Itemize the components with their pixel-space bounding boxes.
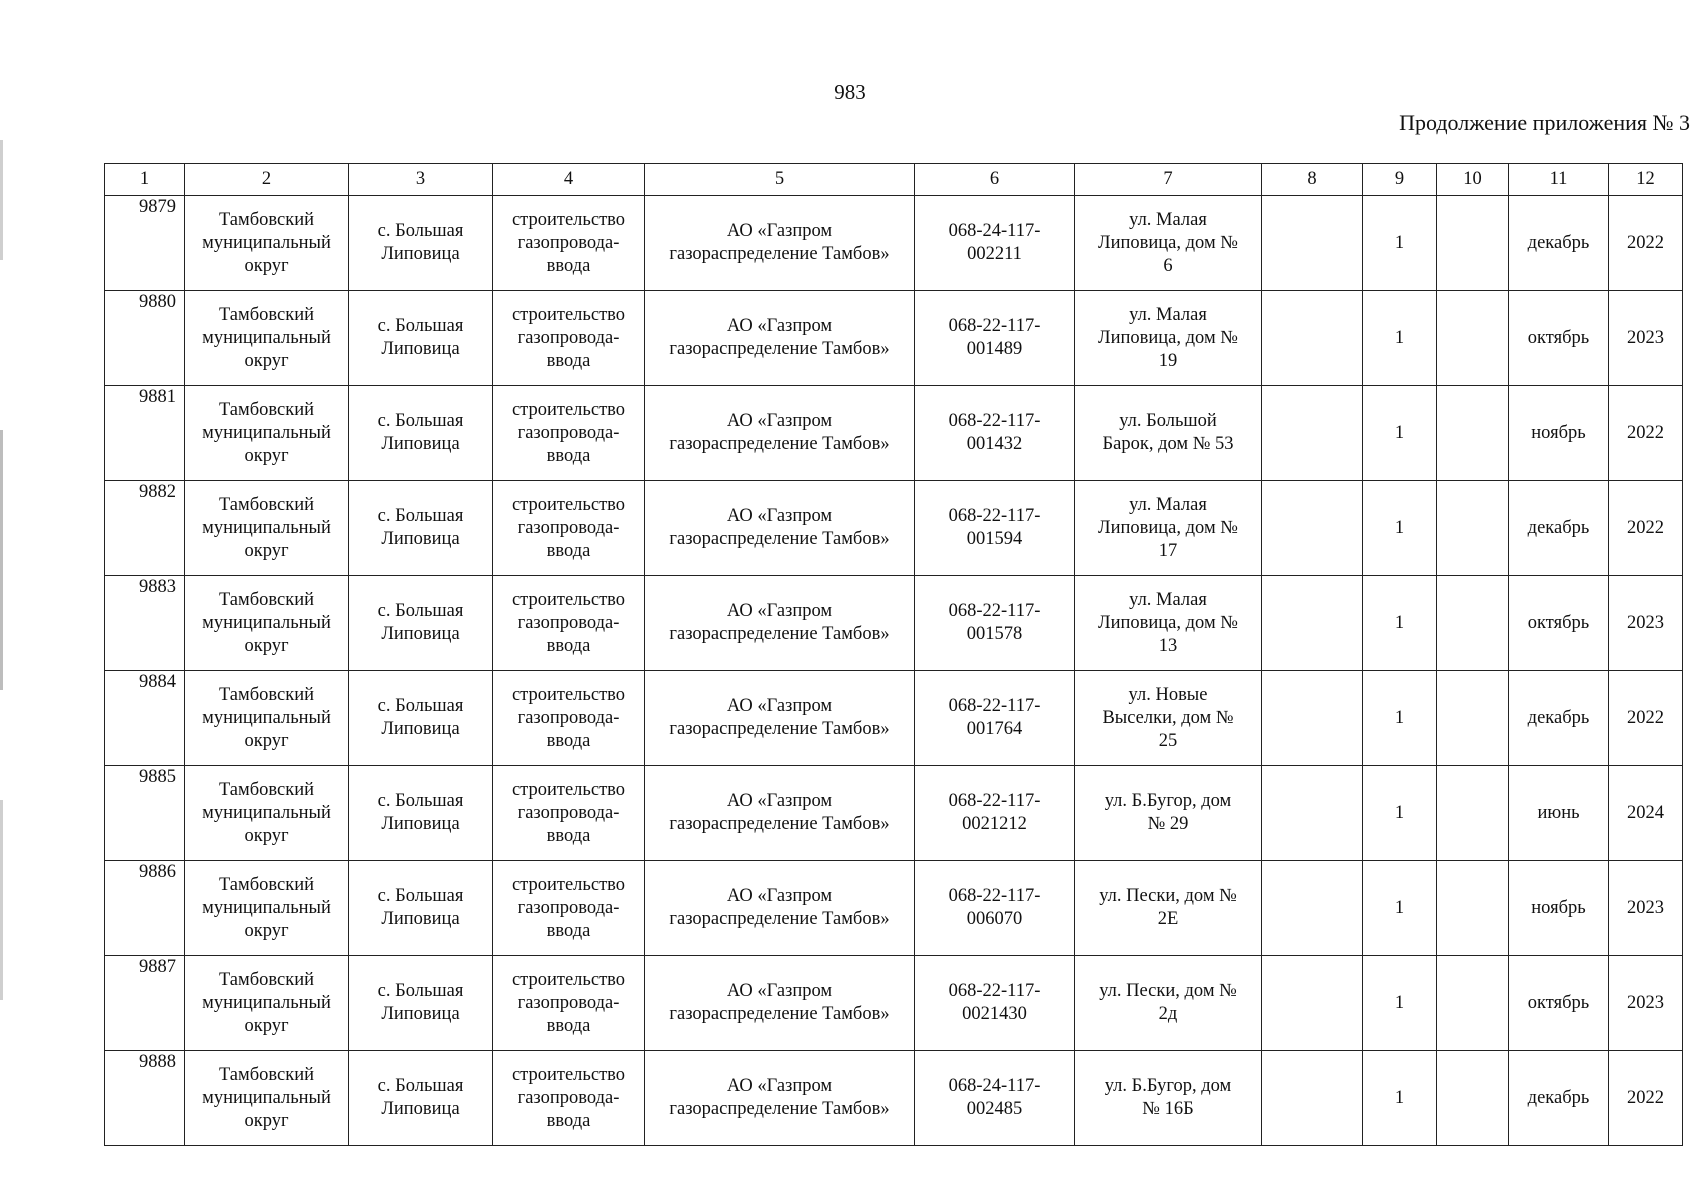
year-cell: 2023 [1609, 576, 1683, 671]
settlement-cell-line: Липовица [381, 244, 460, 264]
quantity-cell: 1 [1363, 1051, 1437, 1146]
object-code-cell [915, 1051, 1075, 1146]
table-row [105, 291, 1683, 386]
work-type-cell-line: газопровода- [517, 802, 620, 823]
column-10-cell [1437, 576, 1509, 671]
settlement-cell-line: с. Большая [377, 791, 464, 811]
work-type-cell-line: ввода [546, 730, 591, 751]
year-cell: 2022 [1609, 1051, 1683, 1146]
table-row [105, 671, 1683, 766]
district-cell-line: Тамбовский [218, 874, 315, 895]
work-type-cell-line: строительство [511, 779, 626, 800]
district-cell-line: округ [244, 635, 289, 656]
address-cell-line: ул. Малая [1129, 589, 1207, 610]
organization-cell-line: АО «Газпром [726, 696, 833, 716]
month-cell: июнь [1509, 766, 1609, 861]
object-code-cell [915, 861, 1075, 956]
work-type-cell-line: ввода [546, 255, 591, 276]
work-type-cell-line: ввода [546, 825, 591, 846]
address-cell-line: ул. Малая [1129, 304, 1207, 325]
district-cell-line: муниципальный [202, 517, 331, 538]
quantity-cell: 1 [1363, 291, 1437, 386]
organization-cell-line: газораспределение Тамбов» [669, 434, 890, 454]
address-cell [1075, 766, 1262, 861]
table-body [105, 196, 1683, 1146]
quantity-cell: 1 [1363, 861, 1437, 956]
organization-cell-line: АО «Газпром [726, 886, 833, 906]
district-cell-line: округ [244, 445, 289, 466]
organization-cell [645, 576, 915, 671]
year-cell: 2023 [1609, 291, 1683, 386]
object-code-cell-line: 068-22-117- [948, 791, 1041, 811]
object-code-cell [915, 481, 1075, 576]
district-cell-line: Тамбовский [218, 399, 315, 420]
column-header: 11 [1509, 164, 1609, 196]
object-code-cell-line: 068-24-117- [948, 1076, 1041, 1096]
object-code-cell-line: 068-22-117- [948, 886, 1041, 906]
organization-cell-line: газораспределение Тамбов» [669, 339, 890, 359]
settlement-cell-line: Липовица [381, 339, 460, 359]
address-cell-line: ул. Малая [1129, 209, 1207, 230]
work-type-cell-line: ввода [546, 1110, 591, 1131]
column-header: 6 [915, 164, 1075, 196]
address-cell-line: ул. Б.Бугор, дом [1104, 1076, 1232, 1096]
column-8-cell [1262, 196, 1363, 291]
address-cell-line: № 29 [1147, 814, 1189, 834]
quantity-cell: 1 [1363, 386, 1437, 481]
column-10-cell [1437, 671, 1509, 766]
column-8-cell [1262, 576, 1363, 671]
organization-cell-line: газораспределение Тамбов» [669, 909, 890, 929]
address-cell-line: 6 [1163, 255, 1173, 276]
quantity-cell: 1 [1363, 196, 1437, 291]
address-cell-line: Липовица, дом № [1098, 517, 1238, 538]
work-type-cell-line: газопровода- [517, 707, 620, 728]
object-code-cell-line: 068-22-117- [948, 316, 1041, 336]
object-code-cell-line: 068-22-117- [948, 506, 1041, 526]
settlement-cell-line: Липовица [381, 909, 460, 929]
district-cell-line: Тамбовский [218, 494, 315, 515]
register-table [104, 163, 1683, 1146]
column-header: 10 [1437, 164, 1509, 196]
address-cell-line: 17 [1158, 540, 1178, 561]
settlement-cell-line: с. Большая [377, 411, 464, 431]
work-type-cell-line: газопровода- [517, 517, 620, 538]
organization-cell [645, 291, 915, 386]
district-cell-line: Тамбовский [218, 969, 315, 990]
organization-cell [645, 481, 915, 576]
district-cell-line: Тамбовский [218, 1064, 315, 1085]
district-cell-line: Тамбовский [218, 209, 315, 230]
district-cell-line: Тамбовский [218, 684, 315, 705]
column-10-cell [1437, 386, 1509, 481]
settlement-cell-line: с. Большая [377, 696, 464, 716]
table-row [105, 576, 1683, 671]
address-cell-line: Липовица, дом № [1098, 327, 1238, 348]
settlement-cell-line: Липовица [381, 624, 460, 644]
settlement-cell-line: с. Большая [377, 1076, 464, 1096]
year-cell: 2022 [1609, 481, 1683, 576]
organization-cell-line: АО «Газпром [726, 221, 833, 241]
row-number-cell: 9886 [105, 861, 185, 956]
scan-edge-mark [0, 430, 3, 690]
row-number-cell: 9888 [105, 1051, 185, 1146]
district-cell-line: муниципальный [202, 612, 331, 633]
column-10-cell [1437, 1051, 1509, 1146]
object-code-cell-line: 068-22-117- [948, 981, 1041, 1001]
address-cell-line: 25 [1158, 730, 1178, 751]
year-cell: 2023 [1609, 861, 1683, 956]
district-cell [185, 766, 349, 861]
settlement-cell-line: Липовица [381, 1004, 460, 1024]
work-type-cell-line: строительство [511, 1064, 626, 1085]
row-number-cell: 9883 [105, 576, 185, 671]
organization-cell [645, 861, 915, 956]
address-cell-line: Барок, дом № 53 [1102, 434, 1234, 454]
column-header: 3 [349, 164, 493, 196]
address-cell-line: Липовица, дом № [1098, 232, 1238, 253]
work-type-cell-line: газопровода- [517, 232, 620, 253]
address-cell [1075, 386, 1262, 481]
address-cell [1075, 861, 1262, 956]
object-code-cell [915, 386, 1075, 481]
work-type-cell-line: газопровода- [517, 612, 620, 633]
work-type-cell [493, 861, 645, 956]
work-type-cell-line: строительство [511, 969, 626, 990]
table-row [105, 956, 1683, 1051]
district-cell-line: округ [244, 825, 289, 846]
column-8-cell [1262, 291, 1363, 386]
table-row [105, 196, 1683, 291]
settlement-cell [349, 196, 493, 291]
address-cell-line: № 16Б [1142, 1099, 1194, 1119]
year-cell: 2023 [1609, 956, 1683, 1051]
organization-cell-line: газораспределение Тамбов» [669, 244, 890, 264]
object-code-cell [915, 766, 1075, 861]
column-10-cell [1437, 291, 1509, 386]
column-10-cell [1437, 861, 1509, 956]
work-type-cell-line: строительство [511, 399, 626, 420]
row-number-cell: 9881 [105, 386, 185, 481]
table-row [105, 481, 1683, 576]
settlement-cell-line: Липовица [381, 814, 460, 834]
settlement-cell [349, 386, 493, 481]
address-cell-line: 13 [1158, 635, 1178, 656]
column-header: 8 [1262, 164, 1363, 196]
column-8-cell [1262, 481, 1363, 576]
district-cell [185, 481, 349, 576]
settlement-cell-line: Липовица [381, 529, 460, 549]
work-type-cell [493, 291, 645, 386]
district-cell-line: округ [244, 255, 289, 276]
column-10-cell [1437, 481, 1509, 576]
district-cell-line: муниципальный [202, 232, 331, 253]
address-cell [1075, 1051, 1262, 1146]
scan-edge-mark [0, 800, 3, 1000]
address-cell-line: ул. Большой [1119, 411, 1217, 431]
settlement-cell-line: с. Большая [377, 981, 464, 1001]
work-type-cell-line: газопровода- [517, 422, 620, 443]
work-type-cell [493, 1051, 645, 1146]
page-number: 983 [834, 80, 866, 104]
district-cell-line: округ [244, 1015, 289, 1036]
organization-cell-line: газораспределение Тамбов» [669, 719, 890, 739]
object-code-cell-line: 068-22-117- [948, 411, 1041, 431]
object-code-cell [915, 956, 1075, 1051]
row-number-cell: 9879 [105, 196, 185, 291]
object-code-cell-line: 001578 [966, 624, 1023, 644]
address-cell-line: ул. Пески, дом № [1099, 981, 1237, 1001]
settlement-cell-line: с. Большая [377, 316, 464, 336]
district-cell-line: округ [244, 730, 289, 751]
work-type-cell [493, 956, 645, 1051]
organization-cell-line: газораспределение Тамбов» [669, 814, 890, 834]
district-cell-line: округ [244, 1110, 289, 1131]
work-type-cell-line: строительство [511, 209, 626, 230]
work-type-cell-line: ввода [546, 350, 591, 371]
address-cell-line: 2Е [1157, 909, 1179, 929]
work-type-cell-line: ввода [546, 635, 591, 656]
work-type-cell-line: строительство [511, 494, 626, 515]
month-cell: декабрь [1509, 1051, 1609, 1146]
organization-cell-line: АО «Газпром [726, 411, 833, 431]
year-cell: 2022 [1609, 386, 1683, 481]
district-cell [185, 386, 349, 481]
year-cell: 2022 [1609, 671, 1683, 766]
address-cell [1075, 291, 1262, 386]
object-code-cell-line: 001489 [966, 339, 1023, 359]
row-number-cell: 9880 [105, 291, 185, 386]
settlement-cell-line: с. Большая [377, 221, 464, 241]
work-type-cell-line: строительство [511, 684, 626, 705]
object-code-cell-line: 068-24-117- [948, 221, 1041, 241]
address-cell-line: ул. Малая [1129, 494, 1207, 515]
month-cell: декабрь [1509, 481, 1609, 576]
work-type-cell [493, 386, 645, 481]
work-type-cell-line: ввода [546, 540, 591, 561]
month-cell: октябрь [1509, 576, 1609, 671]
address-cell-line: 19 [1158, 350, 1178, 371]
column-header: 5 [645, 164, 915, 196]
district-cell [185, 956, 349, 1051]
object-code-cell-line: 002485 [966, 1099, 1023, 1119]
address-cell-line: 2д [1158, 1004, 1178, 1024]
organization-cell-line: АО «Газпром [726, 506, 833, 526]
table-row [105, 386, 1683, 481]
organization-cell [645, 386, 915, 481]
month-cell: ноябрь [1509, 386, 1609, 481]
organization-cell [645, 196, 915, 291]
appendix-note: Продолжение приложения № 3 [1399, 110, 1690, 135]
object-code-cell-line: 0021212 [962, 814, 1027, 834]
district-cell [185, 291, 349, 386]
district-cell-line: муниципальный [202, 707, 331, 728]
work-type-cell-line: газопровода- [517, 327, 620, 348]
settlement-cell-line: с. Большая [377, 601, 464, 621]
column-8-cell [1262, 861, 1363, 956]
district-cell-line: муниципальный [202, 1087, 331, 1108]
organization-cell-line: АО «Газпром [726, 791, 833, 811]
object-code-cell-line: 068-22-117- [948, 696, 1041, 716]
work-type-cell [493, 766, 645, 861]
organization-cell-line: АО «Газпром [726, 601, 833, 621]
settlement-cell-line: с. Большая [377, 886, 464, 906]
address-cell-line: ул. Пески, дом № [1099, 886, 1237, 906]
settlement-cell [349, 291, 493, 386]
district-cell [185, 576, 349, 671]
work-type-cell-line: ввода [546, 445, 591, 466]
year-cell: 2022 [1609, 196, 1683, 291]
column-header: 12 [1609, 164, 1683, 196]
row-number-cell: 9885 [105, 766, 185, 861]
district-cell-line: округ [244, 350, 289, 371]
object-code-cell [915, 671, 1075, 766]
organization-cell-line: газораспределение Тамбов» [669, 1004, 890, 1024]
address-cell [1075, 481, 1262, 576]
organization-cell-line: газораспределение Тамбов» [669, 624, 890, 644]
district-cell [185, 861, 349, 956]
column-8-cell [1262, 671, 1363, 766]
month-cell: декабрь [1509, 671, 1609, 766]
table-row [105, 861, 1683, 956]
settlement-cell [349, 766, 493, 861]
district-cell-line: округ [244, 540, 289, 561]
month-cell: октябрь [1509, 956, 1609, 1051]
month-cell: декабрь [1509, 196, 1609, 291]
district-cell-line: муниципальный [202, 327, 331, 348]
column-header: 7 [1075, 164, 1262, 196]
column-10-cell [1437, 956, 1509, 1051]
settlement-cell-line: Липовица [381, 1099, 460, 1119]
work-type-cell-line: газопровода- [517, 1087, 620, 1108]
address-cell [1075, 671, 1262, 766]
district-cell-line: муниципальный [202, 897, 331, 918]
district-cell [185, 1051, 349, 1146]
quantity-cell: 1 [1363, 671, 1437, 766]
address-cell-line: Липовица, дом № [1098, 612, 1238, 633]
object-code-cell-line: 001432 [966, 434, 1023, 454]
organization-cell-line: газораспределение Тамбов» [669, 1099, 890, 1119]
column-header: 4 [493, 164, 645, 196]
organization-cell-line: АО «Газпром [726, 981, 833, 1001]
settlement-cell [349, 671, 493, 766]
month-cell: октябрь [1509, 291, 1609, 386]
district-cell-line: Тамбовский [218, 304, 315, 325]
district-cell-line: муниципальный [202, 422, 331, 443]
settlement-cell [349, 481, 493, 576]
address-cell [1075, 196, 1262, 291]
address-cell [1075, 576, 1262, 671]
object-code-cell [915, 576, 1075, 671]
object-code-cell-line: 001764 [966, 719, 1023, 739]
settlement-cell [349, 1051, 493, 1146]
settlement-cell-line: Липовица [381, 719, 460, 739]
work-type-cell [493, 671, 645, 766]
work-type-cell-line: строительство [511, 589, 626, 610]
address-cell-line: ул. Б.Бугор, дом [1104, 791, 1232, 811]
district-cell-line: муниципальный [202, 802, 331, 823]
column-8-cell [1262, 766, 1363, 861]
district-cell [185, 671, 349, 766]
address-cell [1075, 956, 1262, 1051]
work-type-cell-line: строительство [511, 874, 626, 895]
object-code-cell-line: 002211 [967, 244, 1022, 264]
organization-cell-line: АО «Газпром [726, 316, 833, 336]
column-10-cell [1437, 196, 1509, 291]
organization-cell [645, 766, 915, 861]
organization-cell-line: газораспределение Тамбов» [669, 529, 890, 549]
object-code-cell [915, 196, 1075, 291]
column-8-cell [1262, 956, 1363, 1051]
settlement-cell [349, 576, 493, 671]
quantity-cell: 1 [1363, 766, 1437, 861]
work-type-cell [493, 481, 645, 576]
object-code-cell-line: 006070 [966, 909, 1023, 929]
district-cell-line: Тамбовский [218, 779, 315, 800]
row-number-cell: 9884 [105, 671, 185, 766]
column-header: 9 [1363, 164, 1437, 196]
settlement-cell-line: с. Большая [377, 506, 464, 526]
object-code-cell-line: 068-22-117- [948, 601, 1041, 621]
district-cell-line: округ [244, 920, 289, 941]
district-cell [185, 196, 349, 291]
work-type-cell-line: ввода [546, 1015, 591, 1036]
row-number-cell: 9882 [105, 481, 185, 576]
organization-cell-line: АО «Газпром [726, 1076, 833, 1096]
table-header-row [105, 164, 1683, 196]
month-cell: ноябрь [1509, 861, 1609, 956]
settlement-cell [349, 861, 493, 956]
organization-cell [645, 671, 915, 766]
object-code-cell-line: 001594 [966, 529, 1023, 549]
district-cell-line: муниципальный [202, 992, 331, 1013]
organization-cell [645, 956, 915, 1051]
work-type-cell [493, 576, 645, 671]
settlement-cell [349, 956, 493, 1051]
quantity-cell: 1 [1363, 576, 1437, 671]
work-type-cell-line: ввода [546, 920, 591, 941]
organization-cell [645, 1051, 915, 1146]
address-cell-line: ул. Новые [1128, 684, 1208, 705]
table-row [105, 1051, 1683, 1146]
work-type-cell-line: строительство [511, 304, 626, 325]
table-row [105, 766, 1683, 861]
work-type-cell-line: газопровода- [517, 992, 620, 1013]
column-8-cell [1262, 1051, 1363, 1146]
column-header: 2 [185, 164, 349, 196]
district-cell-line: Тамбовский [218, 589, 315, 610]
year-cell: 2024 [1609, 766, 1683, 861]
object-code-cell [915, 291, 1075, 386]
column-header: 1 [105, 164, 185, 196]
address-cell-line: Выселки, дом № [1102, 707, 1234, 728]
work-type-cell-line: газопровода- [517, 897, 620, 918]
column-8-cell [1262, 386, 1363, 481]
column-10-cell [1437, 766, 1509, 861]
row-number-cell: 9887 [105, 956, 185, 1051]
object-code-cell-line: 0021430 [962, 1004, 1027, 1024]
quantity-cell: 1 [1363, 481, 1437, 576]
quantity-cell: 1 [1363, 956, 1437, 1051]
scan-edge-mark [0, 140, 3, 260]
work-type-cell [493, 196, 645, 291]
settlement-cell-line: Липовица [381, 434, 460, 454]
